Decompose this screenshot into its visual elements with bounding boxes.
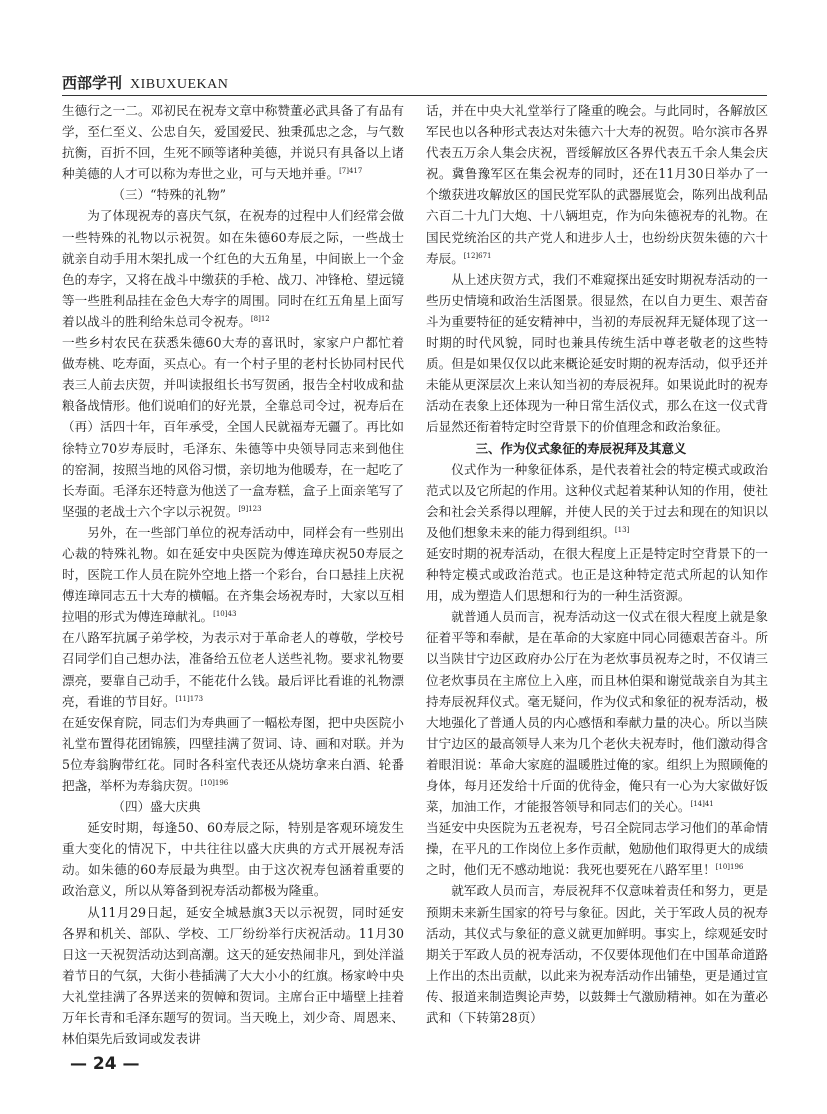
citation-marker: [10]196: [715, 863, 744, 872]
paragraph: [426, 817, 768, 880]
paragraph-text: 从上述庆贺方式，我们不难窥探出延安时期祝寿活动的一些历史情境和政治生活图景。很显然，在以自力更生、艰苦奋斗为重要特征的延安精神中，当初的寿辰祝拜无疑体现了这一时期的时代风貌，同时也兼具传统生活中尊老敬老的这些特质。但是如果仅仅以此来概论延安时期的祝寿活动，似乎还并未能从更深层次上来认知当初的寿辰祝拜。如果说此时的祝寿活动在表象上还体现为一种日常生活仪式，那么在这一仪式背后显然还衔着特定时空背景下的价值理念和政治象征。: [426, 271, 768, 435]
paragraph-text: 当延安中央医院为五老祝寿，号召全院同志学习他们的革命情操，在平凡的工作岗位上多作贡献，勉励他们取得更大的成绩之时，他们无不感动地说：我死也要死在八路军里！: [426, 820, 768, 878]
paragraph-text: 三、作为仪式象征的寿辰祝拜及其意义: [475, 440, 687, 456]
subsection-heading: [62, 796, 404, 817]
paragraph: [62, 100, 404, 184]
paragraph-text: （四）盛大庆典: [112, 799, 201, 815]
paragraph: [426, 606, 768, 817]
citation-marker: [9]123: [238, 504, 262, 513]
paragraph-text: 在延安保育院，同志们为寿典画了一幅松寿图，把中央医院小礼堂布置得花团锦簇，四壁挂满了贺词、诗、画和对联。并为5位寿翁胸带红花。同时各科室代表还从烧坊拿来白酒、轮番把盏，举杯为寿翁庆贺。: [62, 714, 404, 793]
paragraph-text: （三）“特殊的礼物”: [112, 187, 227, 203]
paragraph-text: 就军政人员而言，寿辰祝拜不仅意味着责任和努力，更是预期未来新生国家的符号与象征。因此，关于军政人员的祝寿活动，其仪式与象征的意义就更加鲜明。事实上，综观延安时期关于军政人员的祝寿活动，不仅要体现他们在中国革命道路上作出的杰出贡献，以此来为祝寿活动作出铺垫，更是通过宣传、报道来制造舆论声势，以鼓舞士气激励精神。如在为董必武和（下转第28页）: [426, 883, 768, 1026]
paragraph: [426, 269, 768, 438]
journal-title: 西部学刊: [62, 74, 123, 92]
journal-title-roman: XIBUXUEKAN: [130, 77, 229, 92]
paragraph-text: 延安时期，每逢50、60寿辰之际，特别是客观环境发生重大变化的情况下，中共往往以盛大庆典的方式开展祝寿活动。如朱德的60寿辰最为典型。由于这次祝寿包涵着重要的政治意义，所以从筹备到祝寿活动都极为隆重。: [62, 820, 404, 899]
paragraph-text: 延安时期的祝寿活动，在很大程度上正是特定时空背景下的一种特定模式或政治范式。也正是这种特定范式所起的认知作用，成为塑造人们思想和行为的一种生活资源。: [426, 545, 768, 604]
citation-marker: [11]173: [175, 694, 204, 703]
paragraph-text: 在八路军抗属子弟学校，为表示对于革命老人的尊敬，学校号召同学们自己想办法，准备给五位老人送些礼物。要求礼物要漂亮，要靠自己动手，不能花什么钱。最后评比看谁的礼物漂亮，看谁的节目好。: [62, 630, 404, 709]
citation-marker: [14]41: [690, 799, 714, 808]
citation-marker: [12]671: [463, 251, 492, 260]
paragraph: [62, 522, 404, 627]
paragraph: [62, 817, 404, 901]
paragraph-text: 另外，在一些部门单位的祝寿活动中，同样会有一些别出心裁的特殊礼物。如在延安中央医院为傅连璋庆祝50寿辰之时，医院工作人员在院外空地上搭一个彩台，台口悬挂上庆祝傅连璋同志五十大寿的横幅。在齐集会场祝寿时，大家以互相拉唱的形式为傅连璋献礼。: [62, 524, 404, 625]
subsection-heading: [62, 184, 404, 205]
paragraph: [62, 627, 404, 711]
paragraph-text: 话，并在中央大礼堂举行了隆重的晚会。与此同时，各解放区军民也以各种形式表达对朱德六十大寿的祝贺。哈尔滨市各界代表五万余人集会庆祝，晋绥解放区各界代表五千余人集会庆祝。冀鲁豫军区在集会祝寿的同时，还在11月30日举办了一个缴获进攻解放区的国民党军队的武器展览会，陈列出战利品六百二十九门大炮、十八辆坦克，作为向朱德祝寿的礼物。在国民党统治区的共产党人和进步人士，也纷纷庆贺朱德的六十寿辰。: [426, 103, 768, 266]
citation-marker: [10]43: [213, 610, 237, 619]
section-heading: [426, 438, 768, 459]
paragraph: [426, 543, 768, 606]
header-rule: [62, 95, 767, 96]
paragraph: [62, 712, 404, 796]
paragraph: [62, 205, 404, 332]
paragraph-text: 为了体现祝寿的喜庆气氛，在祝寿的过程中人们经常会做一些特殊的礼物以示祝贺。如在朱德60寿辰之际，一些战士就亲自动手用木架扎成一个红色的大五角星，中间嵌上一个金色的寿字，又将在战斗中缴获的手枪、战刀、冲锋枪、望远镜等一些胜利品挂在金色大寿字的周围。同时在红五角星上面写着以战斗的胜利给朱总司令祝寿。: [62, 208, 404, 329]
paragraph: [62, 332, 404, 522]
citation-marker: [13]: [614, 525, 630, 534]
paragraph-text: 就普通人员而言，祝寿活动这一仪式在很大程度上就是象征着平等和奉献，是在革命的大家庭中同心同德艰苦奋斗。所以当陕甘宁边区政府办公厅在为老炊事员祝寿之时，不仅请三位老炊事员在主席位上入座，而且林伯渠和谢觉哉亲自为其主持寿辰祝拜仪式。毫无疑问，作为仪式和象征的祝寿活动，极大地强化了普通人员的内心感悟和奉献力量的决心。所以当陕甘宁边区的最高领导人来为几个老伙夫祝寿时，他们激动得含着眼泪说：革命大家庭的温暖胜过俺的家。组织上为照顾俺的身体，每月还发给十斤面的优待金，俺只有一心为大家做好饭菜，加油工作，才能报答领导和同志们的关心。: [426, 609, 768, 815]
paragraph-text: 一些乡村农民在获悉朱德60大寿的喜讯时，家家户户都忙着做寿桃、吃寿面，买点心。有一个村子里的老村长协同村民代表三人前去庆贺，并叫读报组长书写贺函，报告全村收成和盐粮备战情形。他们说咱们的好光景，全靠总司令过，祝寿后在（再）活四十年，百年承受，全国人民就福寿无疆了。再比如徐特立70岁寿辰时，毛泽东、朱德等中央领导同志来到他住的窑洞，按照当地的风俗习惯，亲切地为他暖寿，在一起吃了长寿面。毛泽东还特意为他送了一盒寿糕，盒子上面亲笔写了坚强的老战士六个字以示祝贺。: [62, 335, 404, 519]
paragraph-text: 仪式作为一种象征体系，是代表着社会的特定模式或政治范式以及它所起的作用。这种仪式起着某种认知的作用，使社会和社会关系得以理解，并使人民的关于过去和现在的知识以及他们想象未来的能力得到组织。: [426, 461, 768, 540]
right-column: [426, 100, 768, 1028]
running-header: [62, 72, 767, 94]
paragraph-text: 生德行之一二。邓初民在祝寿文章中称赞董必武具备了有品有学，至仁至义、公忠自矢，爱国爱民、独秉孤忠之念，与气数抗衡，百折不回，生死不顾等诸种美德，并说只有具备以上诸种美德的人才可以称为寿世之业，可与天地并垂。: [62, 103, 404, 182]
citation-marker: [8]12: [250, 314, 270, 323]
paragraph: [62, 902, 404, 1050]
left-column: [62, 100, 404, 1049]
citation-marker: [10]196: [200, 778, 229, 787]
citation-marker: [7]417: [339, 167, 363, 176]
paragraph: [426, 459, 768, 543]
page-number: — 24 —: [70, 1054, 140, 1074]
paragraph: [426, 100, 768, 269]
paragraph: [426, 880, 768, 1028]
paragraph-text: 从11月29日起，延安全城悬旗3天以示祝贺，同时延安各界和机关、部队、学校、工厂纷纷举行庆祝活动。11月30日这一天祝贺活动达到高潮。这天的延安热闹非凡，到处洋溢着节日的气氛，大街小巷插满了大大小小的红旗。杨家岭中央大礼堂挂满了各界送来的贺幛和贺词。主席台正中墙壁上挂着万年长青和毛泽东题写的贺词。当天晚上，刘少奇、周恩来、林伯渠先后致词或发表讲: [62, 904, 404, 1047]
